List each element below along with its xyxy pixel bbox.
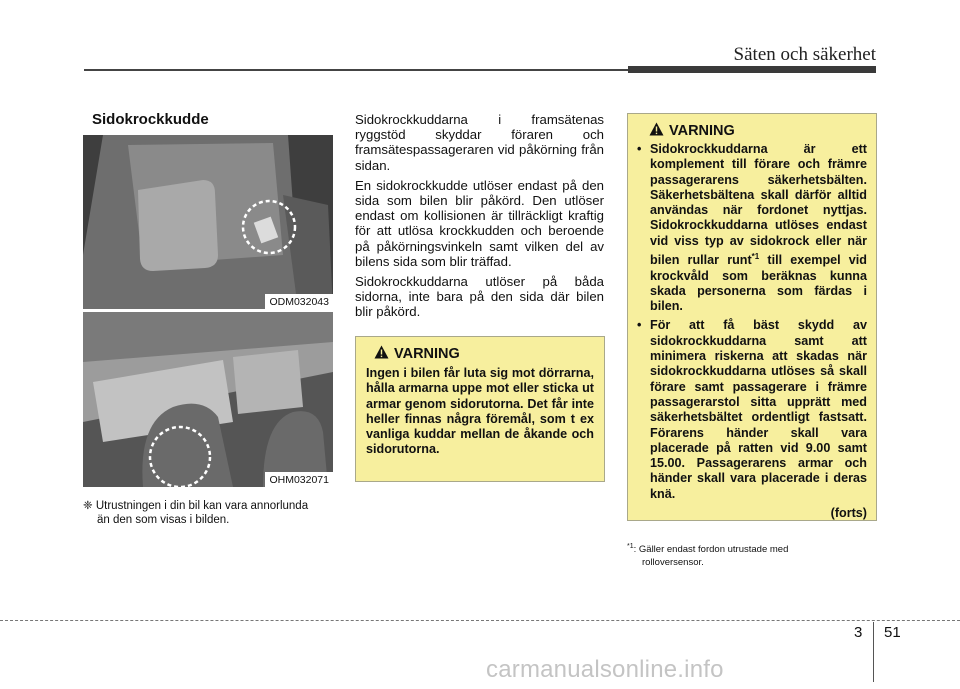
warning-label-1: VARNING — [394, 346, 460, 362]
warning-bullet-1-part-b: till exempel vid krockvåld som beräknas kunna skada personerna som färdas i bilen. — [650, 253, 867, 314]
photo-seat — [83, 135, 333, 309]
footnote — [627, 540, 877, 569]
footnote-line-2: rolloversensor. — [642, 557, 704, 569]
watermark-link[interactable]: carmanualsonline.info — [486, 656, 724, 683]
warning-heading-2 — [649, 122, 867, 140]
photo-code-bottom: OHM032071 — [265, 472, 333, 487]
body-paragraph-2: En sidokrockkudde utlöser endast på den sida som bilen blir påkörd. Den utlöser endast om kollisionen är tillräckligt kraftig för att utlösa krockkudden och beroende på påkörningsvinkeln samt vilken del av bilens sida som blir träffad. — [355, 177, 604, 269]
warning-bullet-1 — [637, 142, 867, 314]
warning-label-2: VARNING — [669, 123, 735, 139]
warning-bullet-2: • För att få bäst skydd av sidokrockkuddarna samt att minimera riskerna att skadas när sidokrockkuddarna utlöses så skall förare samt passagerare i främre passagerarstol sitta upprätt med säkerhetsbältet ordentligt fastsatt. Förarens händer skall vara placerade på ratten vid 9.00 samt 15.00. Passagerarens armar och händer skall vara placerade i deras knä. — [637, 318, 867, 502]
section-title: Sidokrockkudde — [92, 111, 209, 128]
note-line-2: än den som visas i bilden. — [97, 514, 230, 526]
body-text — [355, 112, 604, 325]
airbag-illustration — [83, 312, 333, 487]
warning-box-side-airbags — [627, 113, 877, 521]
warning-box-passengers — [355, 336, 605, 482]
seat-illustration — [83, 135, 333, 309]
continued-label: (forts) — [830, 506, 867, 521]
header-bar — [628, 66, 876, 73]
warning-triangle-icon — [374, 345, 389, 363]
footer-section-number: 3 — [854, 624, 863, 641]
header-rule — [84, 69, 628, 71]
footer-page-number: 51 — [884, 624, 901, 641]
warning-bullet-1-footnote-ref: *1 — [751, 252, 760, 262]
note-line-1: Utrustningen i din bil kan vara annorlunda — [95, 500, 309, 512]
page-header-title: Säten och säkerhet — [733, 44, 876, 65]
footnote-marker: *1 — [627, 543, 634, 550]
warning-triangle-icon — [649, 122, 664, 140]
footnote-line-1: : Gäller endast fordon utrustade med — [633, 544, 789, 556]
footer-divider — [873, 622, 874, 682]
warning-list — [637, 142, 867, 502]
body-paragraph-1: Sidokrockkuddarna i framsätenas ryggstöd skyddar föraren och framsätespassageraren vid påkörning från sidan. — [355, 112, 604, 173]
footer-rule — [0, 620, 960, 621]
warning-bullet-1-part-a: Sidokrockkuddarna är ett komplement till förare och främre passagerarens säkerhetsbälten. Säkerhetsbältena skall därför alltid användas när fordonet nyttjas. Sidokrockkuddarna utlöses endast vid viss typ av sidokrock eller när bilen rullar runt — [650, 142, 867, 268]
warning-heading-1 — [374, 345, 594, 363]
photo-curtain-airbag — [83, 312, 333, 487]
photo-code-top: ODM032043 — [265, 294, 333, 309]
image-note — [83, 499, 333, 527]
warning-text-1: Ingen i bilen får luta sig mot dörrarna, hålla armarna uppe mot eller sticka ut armar genom sidorutorna. Det får inte heller finnas några föremål, som t ex vanliga kuddar mellan de åkande och sidorutorna. — [366, 366, 594, 457]
note-symbol: ❈ — [83, 500, 93, 512]
body-paragraph-3: Sidokrockkuddarna utlöser på båda sidorna, inte bara på den sida där bilen blir påkörd. — [355, 274, 604, 320]
